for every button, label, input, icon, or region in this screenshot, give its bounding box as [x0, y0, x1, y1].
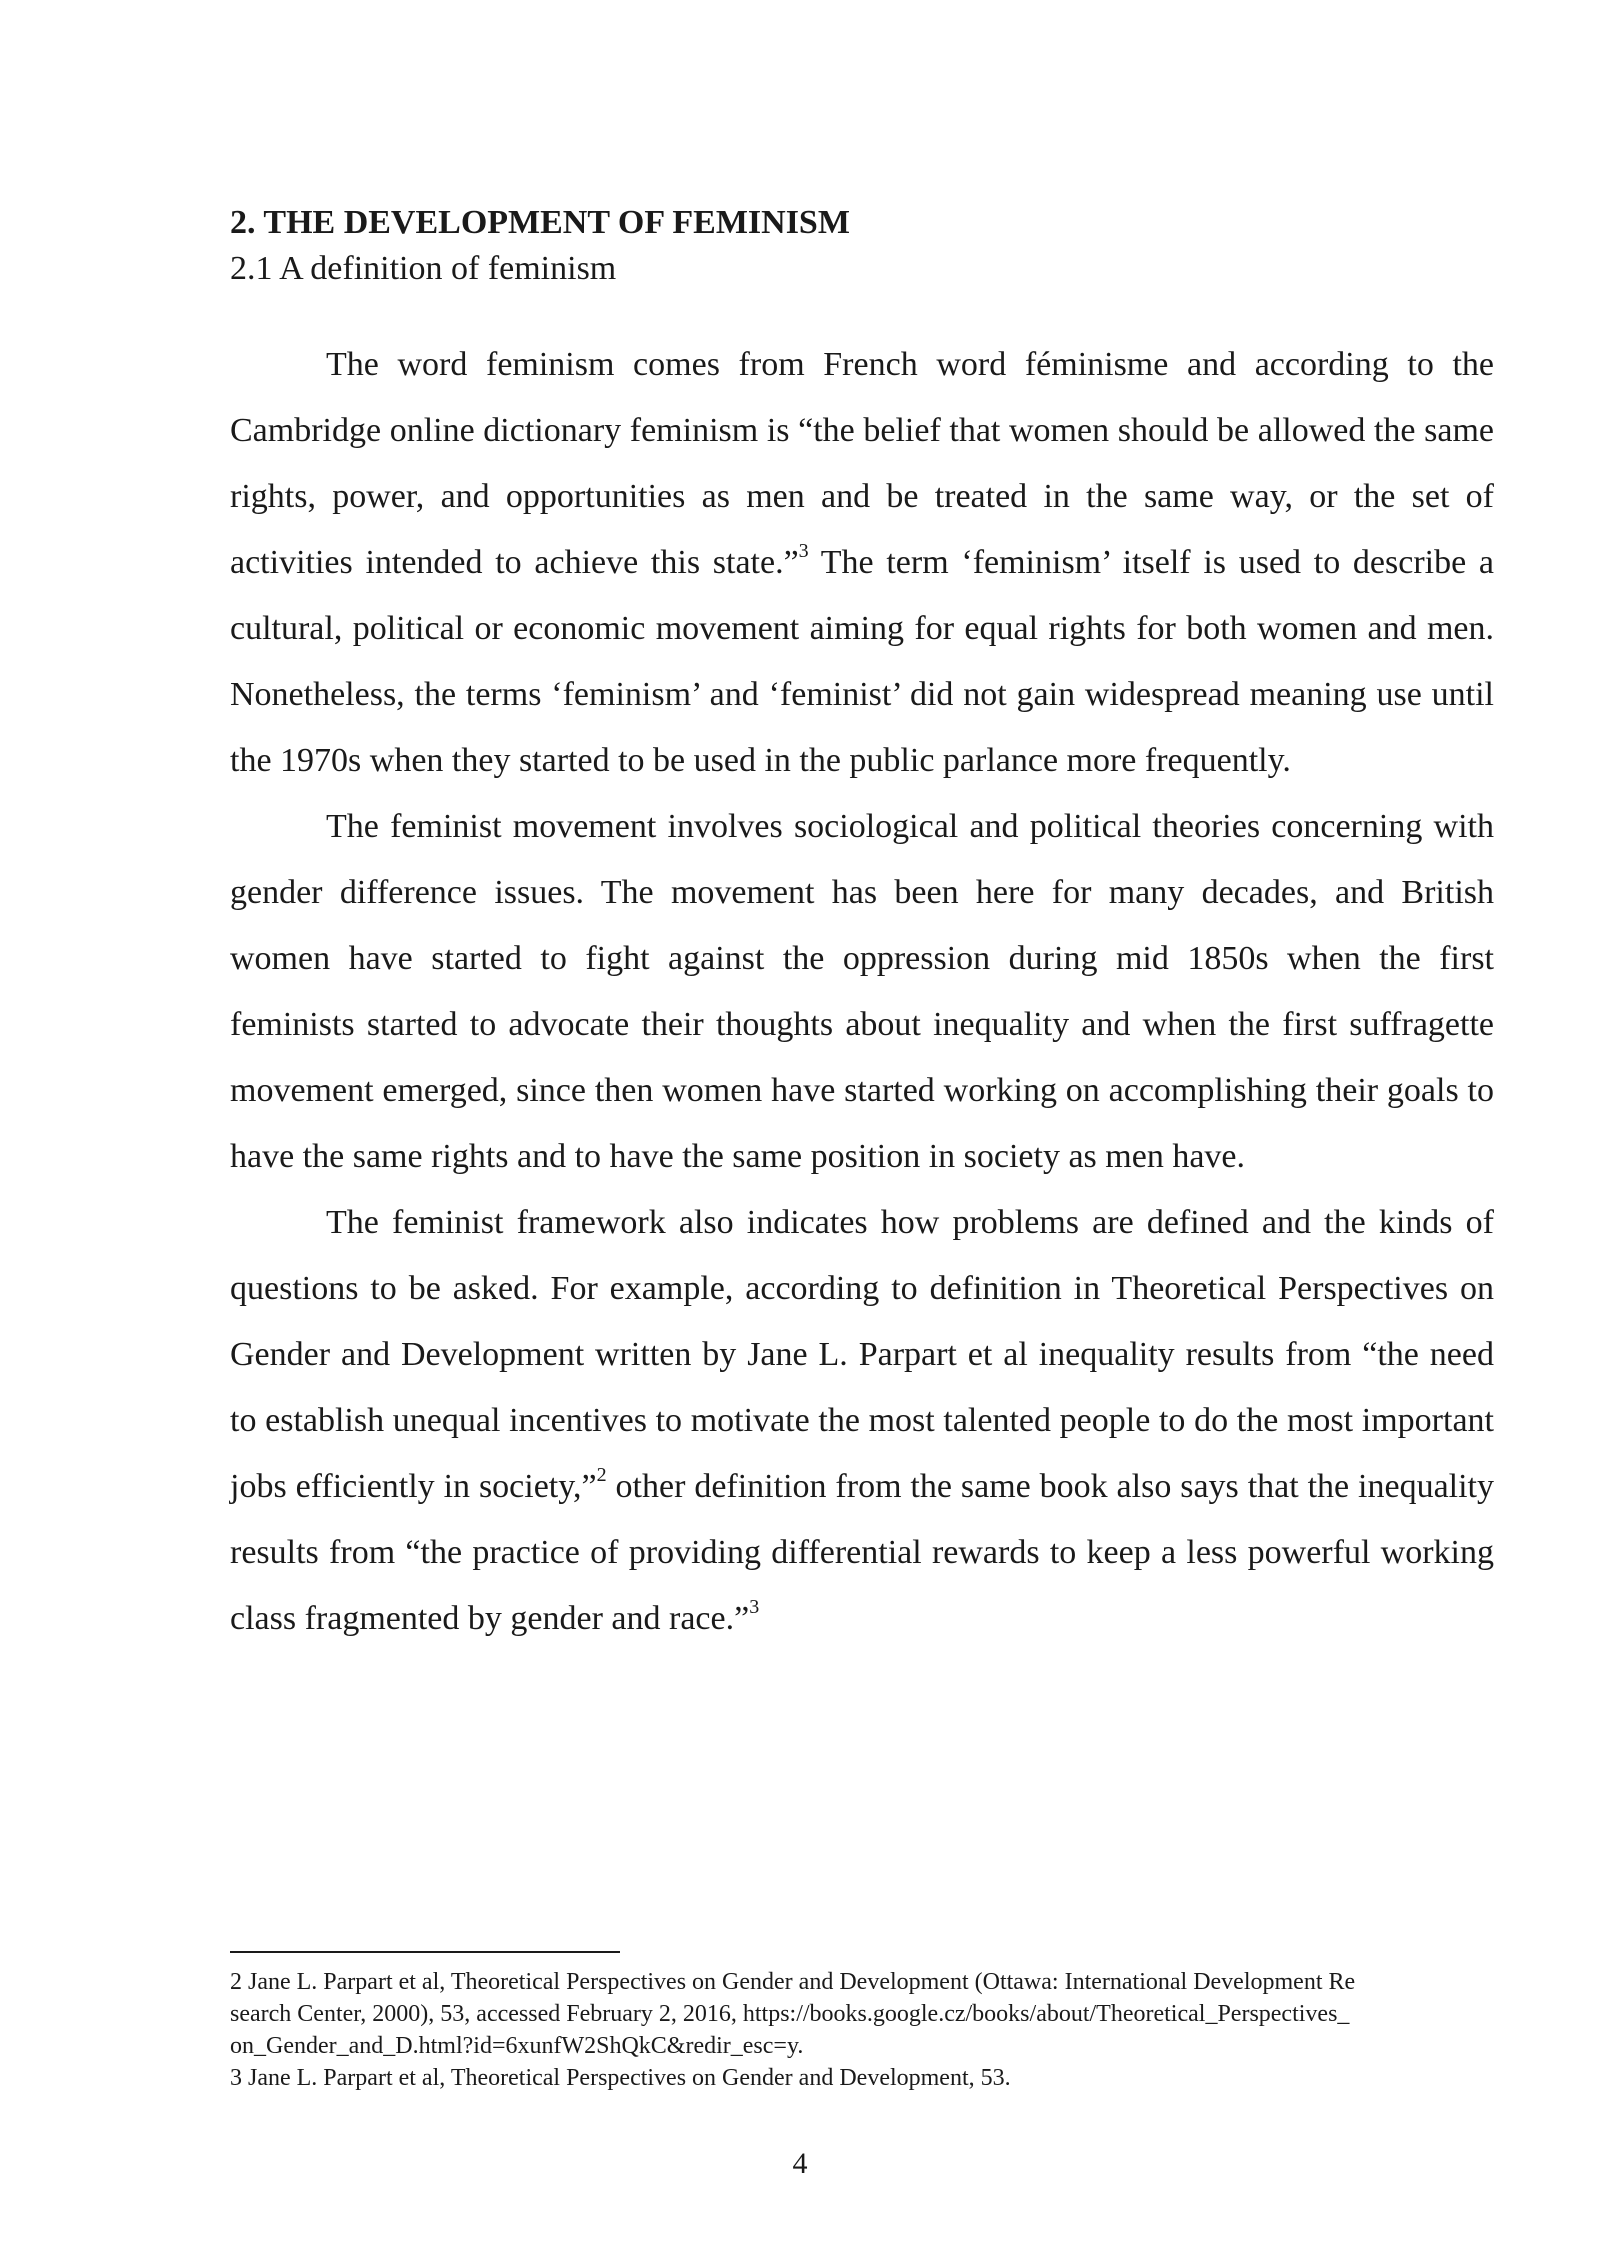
- footnote-reference: 3: [798, 539, 809, 562]
- paragraph-text: The feminist framework also indicates how problems are defined and the kinds of questions to be asked. For example, according to definition in Theoretical Perspectives on Gender and Development written by Jane L. Parpart et al inequality results from “the need to establish unequal incentives to motivate the most talented people to do the most important jobs efficiently in society,”: [230, 1204, 1494, 1505]
- paragraph-2: [230, 794, 1494, 1190]
- footnotes: [230, 1966, 1360, 2094]
- footnote-reference: 2: [596, 1463, 607, 1486]
- main-content: [230, 200, 1494, 1652]
- paragraph-text: The term ‘feminism’ itself is used to describe a cultural, political or economic movement aiming for equal rights for both women and men. Nonetheless, the terms ‘feminism’ and ‘feminist’ did not gain widespread meaning use until the 1970s when they started to be used in the public parlance more frequently.: [230, 544, 1494, 779]
- footnote-separator: [230, 1951, 620, 1953]
- footnote-number: 2: [230, 1969, 242, 1995]
- footnote-2: [230, 1966, 1360, 2062]
- page-number: 4: [792, 2147, 808, 2180]
- paragraph-3: [230, 1190, 1494, 1652]
- chapter-heading: 2. THE DEVELOPMENT OF FEMINISM: [230, 204, 850, 241]
- footnote-text: Jane L. Parpart et al, Theoretical Perspectives on Gender and Development, 53.: [248, 2065, 1011, 2091]
- footnote-3: [230, 2062, 1360, 2094]
- paragraph-text: The word feminism comes from French word féminisme and according to the Cambridge online dictionary feminism is “the belief that women should be allowed the same rights, power, and opportunities as men and be treated in the same way, or the set of activities intended to achieve this state.”: [230, 346, 1494, 581]
- section-subheading: 2.1 A definition of feminism: [230, 250, 617, 287]
- paragraph-text: other definition from the same book also says that the inequality results from “the practice of providing differential rewards to keep a less powerful working class fragmented by gender and race.”: [230, 1468, 1495, 1637]
- footnote-reference: 3: [749, 1595, 760, 1618]
- footnote-text: Jane L. Parpart et al, Theoretical Perspectives on Gender and Development (Ottawa: International Development Research Center, 2000), 53, accessed February 2, 2016, https://books.google.cz/books/about/Theoretical_Perspectives_on_Gender_and_D.html?id=6xunfW2ShQkC&redir_esc=y.: [230, 1969, 1356, 2059]
- footnote-number: 3: [230, 2065, 242, 2091]
- paragraph-text: The feminist movement involves sociological and political theories concerning with gender difference issues. The movement has been here for many decades, and British women have started to fight against the oppression during mid 1850s when the first feminists started to advocate their thoughts about inequality and when the first suffragette movement emerged, since then women have started working on accomplishing their goals to have the same rights and to have the same position in society as men have.: [230, 808, 1494, 1175]
- paragraph-1: [230, 332, 1494, 794]
